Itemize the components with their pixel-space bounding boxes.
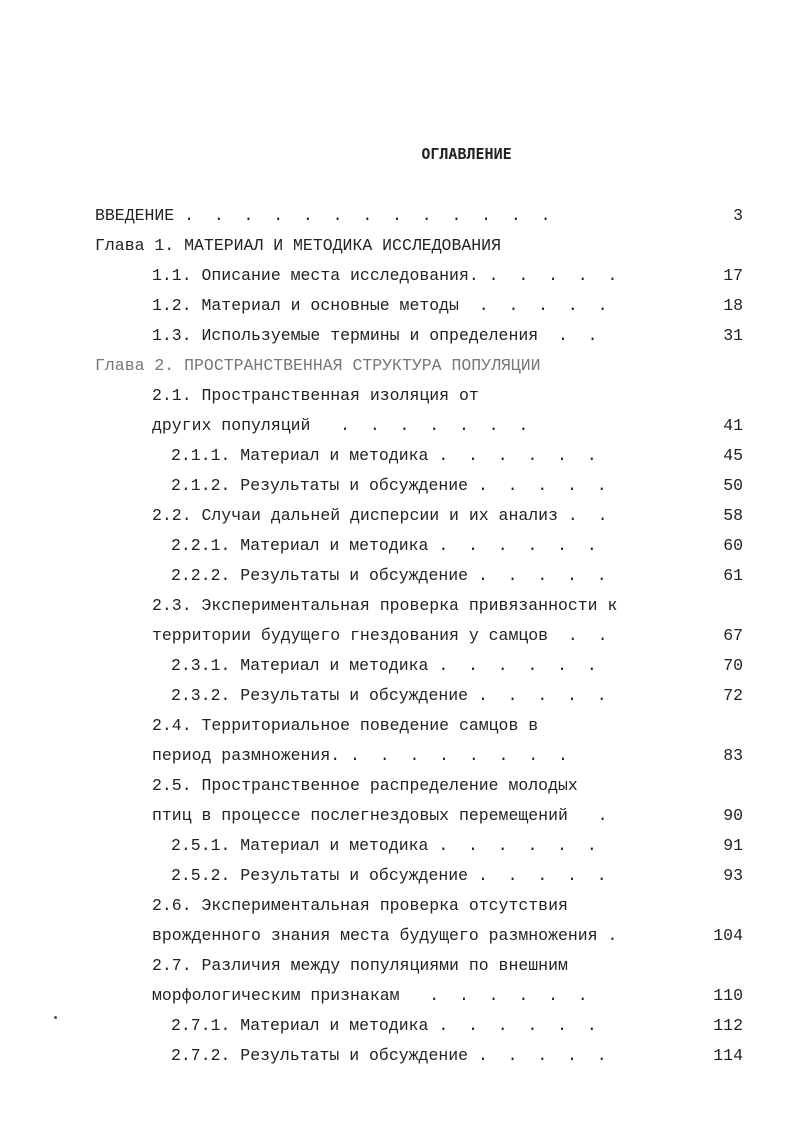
toc-page-number: 70 xyxy=(723,656,743,675)
toc-page-number: 112 xyxy=(713,1016,743,1035)
toc-page-number: 41 xyxy=(723,416,743,435)
toc-entry-2-5-2[interactable]: 2.5.2. Результаты и обсуждение . . . . . xyxy=(171,866,607,885)
toc-entry-2-5-1[interactable]: 2.5.1. Материал и методика . . . . . . xyxy=(171,836,597,855)
toc-entry-2-1-cont[interactable]: других популяций . . . . . . . xyxy=(152,416,529,435)
toc-entry-1-3[interactable]: 1.3. Используемые термины и определения . . xyxy=(152,326,598,345)
toc-entry-2-5[interactable]: 2.5. Пространственное распределение молодых xyxy=(152,776,578,795)
toc-entry-1-2[interactable]: 1.2. Материал и основные методы . . . . . xyxy=(152,296,608,315)
toc-entry-2-2-1[interactable]: 2.2.1. Материал и методика . . . . . . xyxy=(171,536,597,555)
toc-page-number: 18 xyxy=(723,296,743,315)
toc-entry-2-6[interactable]: 2.6. Экспериментальная проверка отсутствия xyxy=(152,896,568,915)
toc-page-number: 61 xyxy=(723,566,743,585)
scan-speck xyxy=(54,1016,57,1019)
toc-page-number: 104 xyxy=(713,926,743,945)
toc-chapter-1[interactable]: Глава 1. МАТЕРИАЛ И МЕТОДИКА ИССЛЕДОВАНИЯ xyxy=(95,236,501,255)
toc-page-number: 50 xyxy=(723,476,743,495)
toc-page-number: 3 xyxy=(733,206,743,225)
toc-entry-2-1-1[interactable]: 2.1.1. Материал и методика . . . . . . xyxy=(171,446,597,465)
toc-page-number: 114 xyxy=(713,1046,743,1065)
toc-page-number: 31 xyxy=(723,326,743,345)
toc-page-number: 83 xyxy=(723,746,743,765)
toc-entry-2-7-1[interactable]: 2.7.1. Материал и методика . . . . . . xyxy=(171,1016,597,1035)
toc-entry-2-3-2[interactable]: 2.3.2. Результаты и обсуждение . . . . . xyxy=(171,686,607,705)
toc-entry-2-7[interactable]: 2.7. Различия между популяциями по внешним xyxy=(152,956,568,975)
toc-entry-2-6-cont[interactable]: врожденного знания места будущего размножения . xyxy=(152,926,618,945)
toc-entry-2-2-2[interactable]: 2.2.2. Результаты и обсуждение . . . . . xyxy=(171,566,607,585)
page-title: ОГЛАВЛЕНИЕ xyxy=(421,145,512,163)
toc-entry-2-7-cont[interactable]: морфологическим признакам . . . . . . xyxy=(152,986,588,1005)
toc-page-number: 91 xyxy=(723,836,743,855)
toc-page-number: 17 xyxy=(723,266,743,285)
toc-entry-2-2[interactable]: 2.2. Случаи дальней дисперсии и их анализ . . xyxy=(152,506,608,525)
toc-entry-2-3[interactable]: 2.3. Экспериментальная проверка привязанности к xyxy=(152,596,618,615)
toc-entry-2-1[interactable]: 2.1. Пространственная изоляция от xyxy=(152,386,479,405)
toc-entry-2-7-2[interactable]: 2.7.2. Результаты и обсуждение . . . . . xyxy=(171,1046,607,1065)
toc-entry-2-4[interactable]: 2.4. Территориальное поведение самцов в xyxy=(152,716,539,735)
toc-chapter-2[interactable]: Глава 2. ПРОСТРАНСТВЕННАЯ СТРУКТУРА ПОПУЛЯЦИИ xyxy=(95,356,541,375)
toc-page-number: 72 xyxy=(723,686,743,705)
toc-entry-2-4-cont[interactable]: период размножения. . . . . . . . . xyxy=(152,746,568,765)
toc-entry-2-5-cont[interactable]: птиц в процессе послегнездовых перемещений . xyxy=(152,806,608,825)
toc-page-number: 110 xyxy=(713,986,743,1005)
toc-page-number: 45 xyxy=(723,446,743,465)
toc-entry-1-1[interactable]: 1.1. Описание места исследования. . . . . . xyxy=(152,266,618,285)
toc-page-number: 90 xyxy=(723,806,743,825)
toc-entry-introduction[interactable]: ВВЕДЕНИЕ . . . . . . . . . . . . . xyxy=(95,206,551,225)
toc-page-number: 67 xyxy=(723,626,743,645)
toc-page-number: 93 xyxy=(723,866,743,885)
toc-entry-2-1-2[interactable]: 2.1.2. Результаты и обсуждение . . . . . xyxy=(171,476,607,495)
toc-entry-2-3-1[interactable]: 2.3.1. Материал и методика . . . . . . xyxy=(171,656,597,675)
toc-entry-2-3-cont[interactable]: территории будущего гнездования у самцов . . xyxy=(152,626,608,645)
toc-page-number: 60 xyxy=(723,536,743,555)
toc-page-number: 58 xyxy=(723,506,743,525)
